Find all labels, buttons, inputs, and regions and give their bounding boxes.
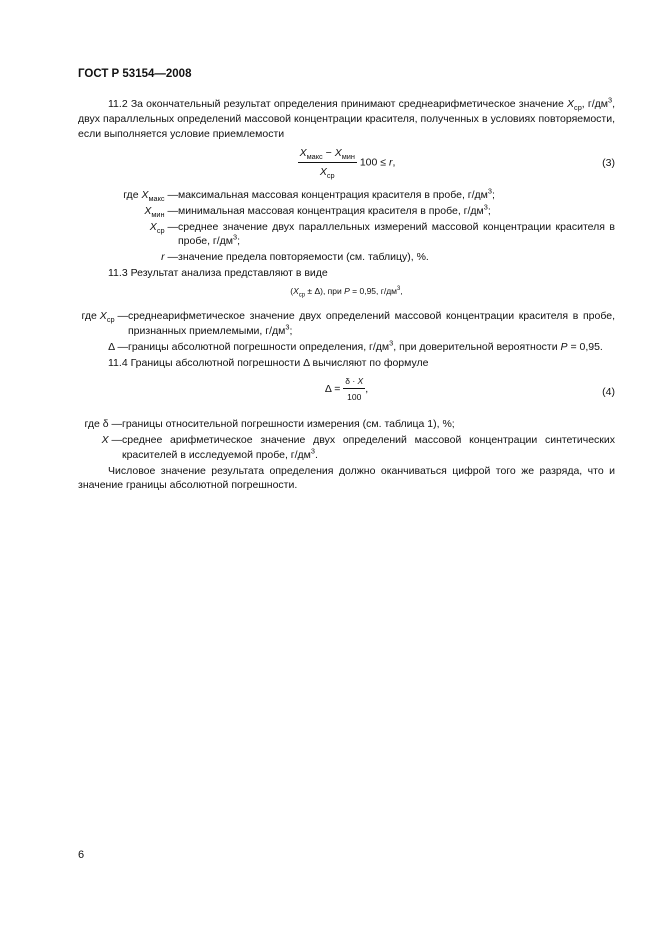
subscript: мин: [151, 209, 165, 219]
fraction: [343, 375, 365, 403]
text: границы абсолютной погрешности определения, г/дм: [128, 340, 390, 353]
text: = 0,95, г/дм: [349, 286, 398, 297]
symbol: X: [144, 204, 152, 217]
superscript: 3: [233, 232, 238, 242]
subscript: макс: [148, 193, 165, 203]
text: ,: [400, 286, 403, 297]
subscript: мин: [341, 151, 355, 161]
definition-xmax: [78, 188, 615, 203]
text: границы относительной погрешности измерения (см. таблица 1), %;: [122, 417, 455, 430]
symbol: Δ: [108, 340, 115, 353]
final-paragraph: Числовое значение результата определения должно оканчиваться цифрой того же разряда, что и значение границы абсолютной погрешности.: [78, 464, 615, 492]
definition-xsr-result: [78, 309, 615, 339]
definition-text: [178, 250, 615, 265]
symbol: r: [161, 251, 165, 264]
document-body: [78, 97, 615, 493]
superscript: 3: [310, 446, 315, 456]
definition-xsr: [78, 220, 615, 250]
text: ;: [487, 204, 491, 217]
definition-r: [78, 250, 615, 265]
text: , двух параллельных определений массовой концентрации красителя, полученных в условиях повторяемости, если выполняется условие приемлемости: [78, 98, 615, 140]
where: где: [123, 188, 142, 201]
paren: (: [290, 286, 294, 297]
dash: —: [114, 310, 128, 323]
definition-text: [178, 220, 615, 250]
definition-xmin: [78, 204, 615, 219]
subscript: ср: [574, 103, 582, 113]
symbol-x: X: [319, 165, 327, 178]
definition-label: [78, 433, 122, 463]
definition-label: [78, 220, 178, 250]
text: = 0,95.: [567, 340, 603, 353]
text: минимальная массовая концентрация красителя в пробе, г/дм: [178, 204, 484, 217]
superscript: 3: [487, 186, 492, 196]
symbol-x: X: [334, 146, 342, 159]
definition-x: [78, 433, 615, 463]
dash: —: [114, 340, 128, 353]
comma: ,: [392, 156, 396, 169]
text: ;: [289, 325, 293, 338]
formula-rest: 100 ≤: [356, 156, 389, 169]
subscript: ср: [156, 225, 165, 235]
paragraph-11-2: [78, 97, 615, 142]
definition-label: [78, 309, 128, 339]
definition-delta: [78, 340, 615, 355]
formula-number: (4): [602, 385, 615, 398]
definition-text: [178, 188, 615, 203]
paragraph-11-4: 11.4 Границы абсолютной погрешности Δ вычисляют по формуле: [108, 356, 429, 369]
dash: —: [164, 220, 178, 233]
symbol-r: r: [388, 156, 393, 169]
definition-label: [78, 340, 128, 355]
definition-label: [78, 188, 178, 203]
definitions-formula-3: [78, 188, 615, 266]
dash: —: [108, 417, 122, 430]
superscript: 3: [483, 202, 488, 212]
fraction: [298, 146, 357, 180]
formula-number: (3): [602, 156, 615, 169]
definition-text: [178, 204, 615, 219]
where: где: [81, 310, 100, 323]
symbol-x: X: [357, 375, 364, 386]
text: ;: [491, 188, 495, 201]
text: ± Δ), при: [305, 286, 345, 297]
subscript: ср: [326, 170, 335, 180]
subscript: ср: [298, 292, 306, 299]
dash: —: [164, 251, 178, 264]
definition-delta-rel: [78, 417, 615, 432]
definition-label: [78, 250, 178, 265]
symbol-x: X: [293, 286, 299, 297]
minus-sign: −: [322, 146, 335, 159]
text: , при доверительной вероятности: [393, 340, 561, 353]
dash: —: [164, 204, 178, 217]
numerator: δ ·: [345, 375, 358, 386]
page-number: 6: [78, 849, 85, 861]
symbol-p: P: [560, 340, 568, 353]
definition-text: [122, 433, 615, 463]
definitions-formula-4: [78, 417, 615, 463]
symbol: X: [149, 220, 157, 233]
formula-result: [78, 285, 615, 307]
formula-lhs: Δ =: [324, 382, 344, 395]
symbol: δ: [102, 417, 109, 430]
paragraph-11-3: 11.3 Результат анализа представляют в виде: [108, 267, 328, 280]
superscript: 3: [389, 338, 394, 348]
superscript: 3: [285, 322, 290, 332]
definition-label: [78, 204, 178, 219]
dash: —: [164, 188, 178, 201]
formula-3: [78, 146, 615, 186]
dash: —: [108, 433, 122, 446]
symbol: X: [141, 188, 149, 201]
subscript: ср: [106, 315, 115, 325]
superscript: 3: [397, 286, 401, 293]
document-header: ГОСТ Р 53154—2008: [78, 68, 192, 80]
definition-text: [128, 309, 615, 339]
symbol-x: X: [299, 146, 307, 159]
symbol: X: [99, 310, 107, 323]
denominator: 100: [347, 391, 362, 402]
symbol-x: X: [567, 98, 575, 110]
text: 11.2 За окончательный результат определения принимают среднеарифметическое значение: [108, 98, 568, 110]
text: среднее значение двух параллельных измерений массовой концентрации красителя в пробе, г/дм: [178, 220, 615, 248]
superscript: 3: [607, 95, 613, 105]
definition-text: [128, 340, 615, 355]
text: ;: [237, 235, 241, 248]
text: .: [314, 448, 318, 461]
definitions-result: [78, 309, 615, 355]
subscript: макс: [306, 151, 323, 161]
text: среднеарифметическое значение двух определений массовой концентрации красителя в пробе, признанных приемлемыми, г/дм: [128, 310, 615, 338]
symbol: X: [101, 433, 109, 446]
comma: ,: [365, 382, 369, 395]
text: значение предела повторяемости (см. таблицу), %.: [178, 251, 429, 264]
text: среднее арифметическое значение двух определений массовой концентрации синтетических красителей в исследуемой пробе, г/дм: [122, 433, 615, 461]
text: максимальная массовая концентрация красителя в пробе, г/дм: [178, 188, 488, 201]
formula-4: [78, 375, 615, 415]
where: где: [84, 417, 103, 430]
symbol-p: P: [344, 286, 350, 297]
definition-label: [78, 417, 122, 432]
definition-text: [122, 417, 615, 432]
text: , г/дм: [581, 98, 608, 110]
